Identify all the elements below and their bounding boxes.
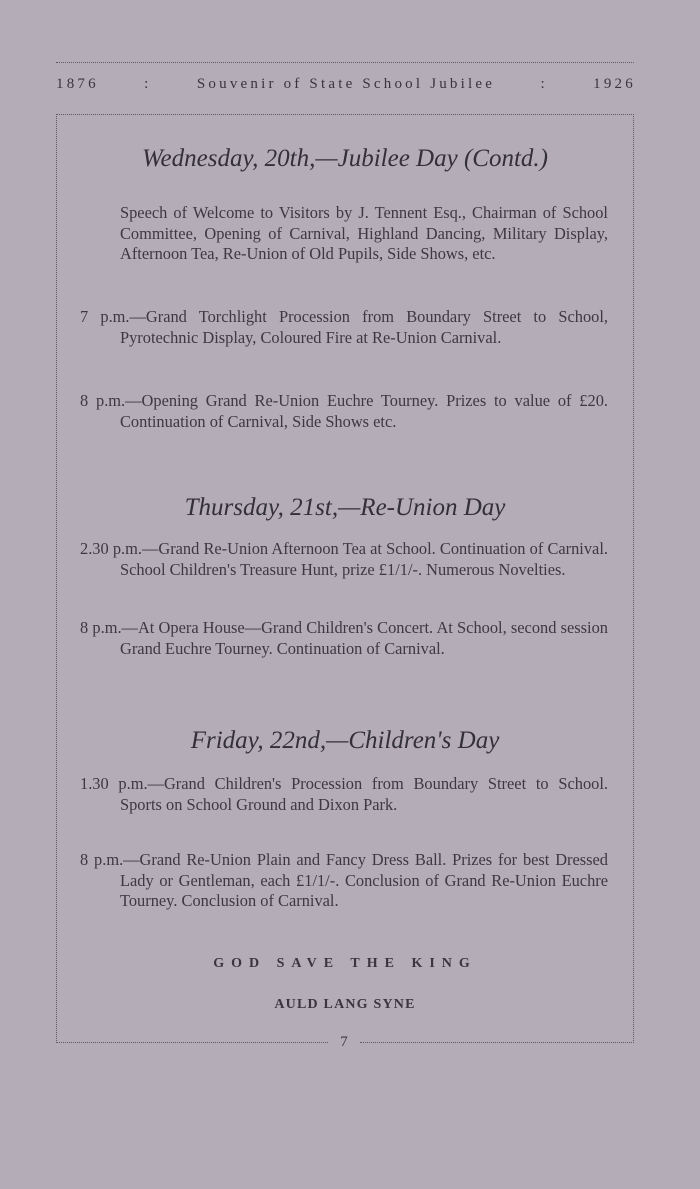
top-dotted-rule bbox=[56, 62, 634, 63]
auld-lang-syne: AULD LANG SYNE bbox=[274, 997, 416, 1012]
section-title-thursday: Thursday, 21st,—Re-Union Day bbox=[184, 494, 506, 521]
friday-entry-8pm-text: 8 p.m.—Grand Re-Union Plain and Fancy Dress Ball. Prizes for best Dressed Lady or Gentleman, each £1/1/-. Conclusion of Grand Re-Union Euchre Tourney. Conclusion of Carnival. bbox=[80, 850, 608, 910]
friday-entry-130pm bbox=[80, 774, 608, 815]
thursday-entry-230pm-text: 2.30 p.m.—Grand Re-Union Afternoon Tea at School. Continuation of Carnival. School Children's Treasure Hunt, prize £1/1/-. Numerous Novelties. bbox=[80, 539, 608, 579]
god-save-the-king: GOD SAVE THE KING bbox=[213, 956, 477, 971]
wednesday-entry-speech-text: Speech of Welcome to Visitors by J. Tennent Esq., Chairman of School Committee, Opening of Carnival, Highland Dancing, Military Display, Afternoon Tea, Re-Union of Old Pupils, Side Shows, etc. bbox=[120, 203, 608, 263]
bottom-dotted-rule-right bbox=[360, 1042, 634, 1043]
wednesday-entry-7pm-text: 7 p.m.—Grand Torchlight Procession from Boundary Street to School, Pyrotechnic Display, Coloured Fire at Re-Union Carnival. bbox=[80, 307, 608, 347]
section-title-wednesday: Wednesday, 20th,—Jubilee Day (Contd.) bbox=[142, 145, 548, 172]
wednesday-entry-speech bbox=[80, 203, 608, 265]
bottom-dotted-rule-left bbox=[56, 1042, 328, 1043]
header-year-start: 1876 bbox=[56, 76, 99, 92]
wednesday-entry-8pm bbox=[80, 391, 608, 432]
wednesday-entry-7pm bbox=[80, 307, 608, 348]
section-title-friday: Friday, 22nd,—Children's Day bbox=[190, 727, 500, 754]
header-separator-right: : bbox=[540, 76, 548, 92]
friday-entry-130pm-text: 1.30 p.m.—Grand Children's Procession from Boundary Street to School. Sports on School Ground and Dixon Park. bbox=[80, 774, 608, 814]
thursday-entry-230pm bbox=[80, 539, 608, 580]
page-number: 7 bbox=[340, 1034, 348, 1050]
wednesday-entry-8pm-text: 8 p.m.—Opening Grand Re-Union Euchre Tourney. Prizes to value of £20. Continuation of Carnival, Side Shows etc. bbox=[80, 391, 608, 431]
running-header bbox=[56, 76, 636, 93]
header-year-end: 1926 bbox=[593, 76, 636, 92]
friday-entry-8pm bbox=[80, 850, 608, 912]
thursday-entry-8pm bbox=[80, 618, 608, 659]
header-separator-left: : bbox=[144, 76, 152, 92]
header-title: Souvenir of State School Jubilee bbox=[196, 76, 496, 92]
thursday-entry-8pm-text: 8 p.m.—At Opera House—Grand Children's Concert. At School, second session Grand Euchre Tourney. Continuation of Carnival. bbox=[80, 618, 608, 658]
